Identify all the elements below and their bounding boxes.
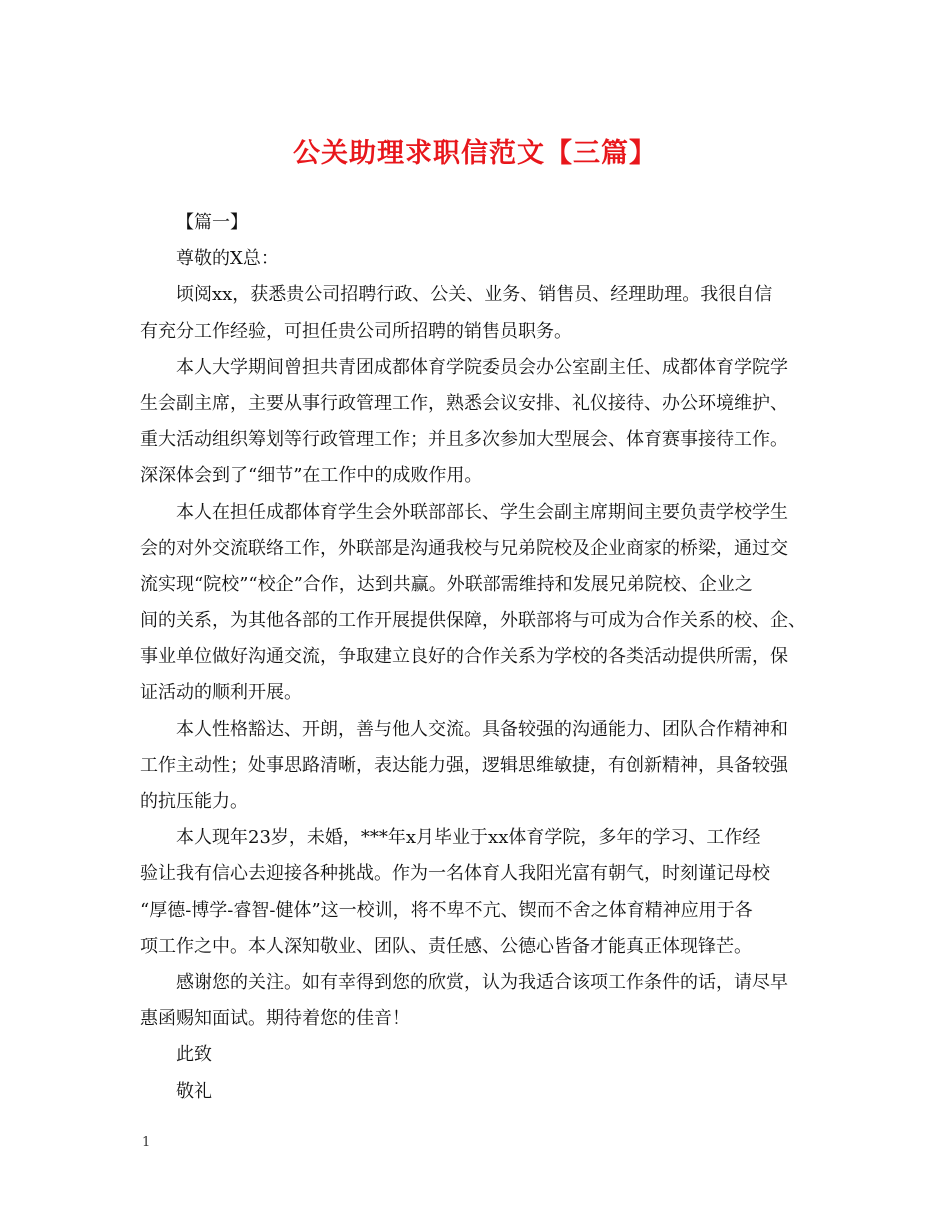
- body-line: 事业单位做好沟通交流，争取建立良好的合作关系为学校的各类活动提供所需，保: [140, 646, 788, 668]
- document-body: [140, 205, 830, 1110]
- body-line: “厚德-博学-睿智-健体”这一校训，将不卑不亢、锲而不舍之体育精神应用于各: [140, 899, 753, 921]
- body-line: 敬礼: [176, 1080, 212, 1102]
- body-line: 流实现“院校”“校企”合作，达到共赢。外联部需维持和发展兄弟院校、企业之: [140, 573, 753, 595]
- page-number: 1: [142, 1135, 151, 1150]
- body-line: 有充分工作经验，可担任贵公司所招聘的销售员职务。: [140, 320, 572, 342]
- body-line: 生会副主席，主要从事行政管理工作，熟悉会议安排、礼仪接待、办公环境维护、: [140, 392, 788, 414]
- body-line: 项工作之中。本人深知敬业、团队、责任感、公德心皆备才能真正体现锋芒。: [140, 935, 752, 957]
- body-line: 的抗压能力。: [140, 791, 248, 812]
- body-line: 本人性格豁达、开朗，善与他人交流。具备较强的沟通能力、团队合作精神和: [176, 718, 788, 740]
- body-line: 顷阅xx，获悉贵公司招聘行政、公关、业务、销售员、经理助理。我很自信: [176, 284, 773, 306]
- body-line: 惠函赐知面试。期待着您的佳音！: [140, 1008, 410, 1030]
- body-line: 验让我有信心去迎接各种挑战。作为一名体育人我阳光富有朝气，时刻谨记母校: [140, 863, 770, 885]
- body-line: 感谢您的关注。如有幸得到您的欣赏，认为我适合该项工作条件的话，请尽早: [176, 971, 788, 993]
- body-line: 尊敬的X总：: [176, 248, 279, 270]
- body-line: 本人现年23岁，未婚，***年x月毕业于xx体育学院，多年的学习、工作经: [176, 827, 761, 849]
- body-line: 重大活动组织筹划等行政管理工作；并且多次参加大型展会、体育赛事接待工作。: [140, 429, 788, 451]
- body-line: 【篇一】: [176, 212, 248, 233]
- body-line: 深深体会到了“细节”在工作中的成败作用。: [140, 465, 483, 487]
- body-line: 此致: [176, 1044, 212, 1066]
- body-line: 间的关系，为其他各部的工作开展提供保障，外联部将与可成为合作关系的校、企、: [140, 610, 806, 632]
- body-line: 会的对外交流联络工作，外联部是沟通我校与兄弟院校及企业商家的桥梁，通过交: [140, 537, 788, 559]
- document-title: 公关助理求职信范文【三篇】: [293, 138, 657, 169]
- body-line: 本人大学期间曾担共青团成都体育学院委员会办公室副主任、成都体育学院学: [176, 356, 788, 378]
- body-line: 工作主动性；处事思路清晰，表达能力强，逻辑思维敏捷，有创新精神，具备较强: [140, 754, 788, 776]
- body-line: 本人在担任成都体育学生会外联部部长、学生会副主席期间主要负责学校学生: [176, 501, 788, 523]
- body-line: 证活动的顺利开展。: [140, 682, 302, 704]
